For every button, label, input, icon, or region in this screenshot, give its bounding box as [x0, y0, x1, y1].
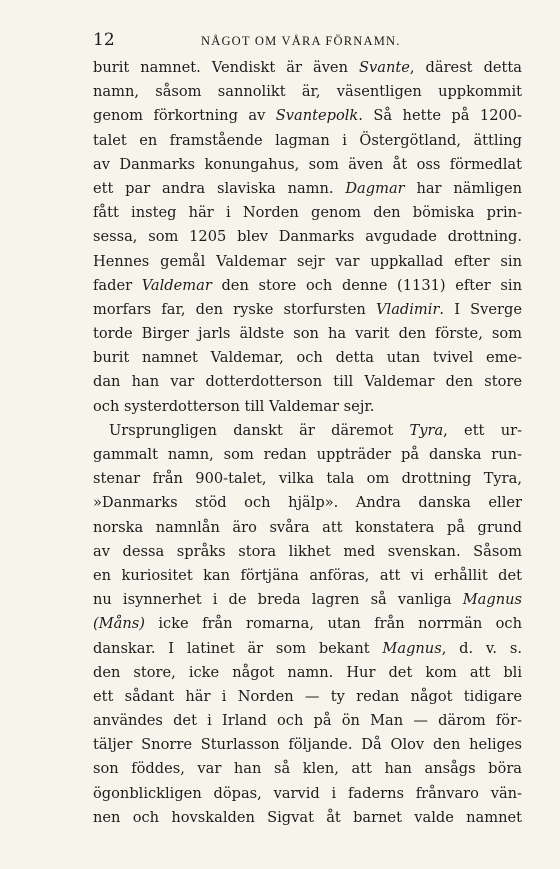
- text-line: [93, 80, 522, 104]
- text-line: [93, 491, 522, 515]
- italic-name: Tyra: [409, 421, 444, 439]
- text-run: stenar från 900-talet, vilka tala om drottning Tyra,: [93, 470, 522, 488]
- text-run: dan han var dotterdotterson till Valdemar den store: [93, 373, 522, 391]
- text-run: fader: [93, 276, 142, 294]
- text-run: nen och hovskalden Sigvat åt barnet valde namnet: [93, 808, 522, 826]
- text-line: [93, 467, 522, 491]
- italic-name: Valdemar: [141, 276, 212, 294]
- text-run: . I Sverge: [439, 300, 523, 318]
- text-run: torde Birger jarls äldste son ha varit den förste, som: [93, 325, 522, 343]
- text-run: norska namnlån äro svåra att konstatera på grund: [93, 518, 522, 536]
- text-run: icke från romarna, utan från norrmän och: [144, 615, 522, 633]
- text-line: [93, 661, 522, 685]
- text-run: av dessa språks stora likhet med svenskan. Såsom: [93, 542, 522, 560]
- text-line: [93, 274, 522, 298]
- italic-name: Svante: [359, 59, 410, 76]
- text-run: täljer Snorre Sturlasson följande. Då Olov den heliges: [93, 736, 522, 754]
- text-run: talet en framstående lagman i Östergötland, ättling: [93, 131, 522, 149]
- text-run: genom förkortning av: [93, 107, 276, 125]
- text-line: [93, 540, 522, 564]
- text-line: [93, 637, 522, 661]
- text-run: burit namnet. Vendiskt är även: [93, 59, 360, 76]
- text-line: [93, 153, 522, 177]
- text-run: , d. v. s.: [441, 639, 522, 657]
- text-line: [93, 395, 522, 419]
- text-run: användes det i Irland och på ön Man — därom för-: [93, 712, 522, 730]
- text-line: [93, 516, 522, 540]
- text-run: av Danmarks konungahus, som även åt oss förmedlat: [93, 155, 522, 173]
- text-run: den store, icke något namn. Hur det kom att bli: [93, 663, 522, 681]
- text-line: [93, 225, 522, 249]
- text-run: danskar. I latinet är som bekant: [93, 639, 383, 657]
- italic-name: Magnus: [382, 639, 442, 657]
- text-run: den store och denne (1131) efter sin: [211, 276, 522, 294]
- page-number: 12: [93, 30, 115, 50]
- text-run: morfars far, den ryske storfursten: [93, 300, 377, 318]
- text-run: en kuriositet kan förtjäna anföras, att vi erhållit det: [93, 566, 522, 584]
- text-run: sessa, som 1205 blev Danmarks avgudade drottning.: [93, 228, 522, 246]
- text-line: [93, 129, 522, 153]
- text-run: gammalt namn, som redan uppträder på danska run-: [93, 446, 522, 463]
- text-line: [93, 443, 522, 467]
- text-run: namn, såsom sannolikt är, väsentligen uppkommit: [93, 83, 522, 101]
- text-run: nu isynnerhet i de breda lagren så vanliga: [93, 591, 463, 609]
- text-run: , ett ur-: [443, 421, 522, 439]
- text-run: Hennes gemål Valdemar sejr var uppkallad efter sin: [93, 252, 522, 270]
- text-line: [93, 757, 522, 781]
- text-line: [93, 177, 522, 201]
- text-run: burit namnet Valdemar, och detta utan tvivel eme-: [93, 349, 522, 367]
- italic-name: Dagmar: [345, 179, 405, 197]
- text-run: Ursprungligen danskt är däremot: [109, 421, 410, 439]
- text-line: [93, 733, 522, 757]
- text-line: [93, 346, 522, 370]
- text-line: [93, 709, 522, 733]
- italic-name: Magnus: [462, 591, 522, 609]
- text-run: son föddes, var han så klen, att han ansågs böra: [93, 760, 522, 778]
- text-line: [93, 782, 522, 806]
- text-line: [93, 564, 522, 588]
- text-line: [93, 56, 522, 80]
- text-run: , därest detta: [409, 59, 522, 76]
- text-run: och systerdotterson till Valdemar sejr.: [93, 397, 375, 415]
- text-run: »Danmarks stöd och hjälp». Andra danska eller: [93, 494, 522, 512]
- page-header: [93, 30, 518, 52]
- text-line: [93, 298, 522, 322]
- text-line: [93, 104, 522, 128]
- text-run: har nämligen: [404, 179, 522, 197]
- text-line: [93, 685, 522, 709]
- text-line: [93, 419, 522, 443]
- text-line: [93, 806, 522, 830]
- italic-name: (Måns): [93, 615, 145, 633]
- text-run: fått insteg här i Norden genom den bömiska prin-: [93, 204, 522, 222]
- text-run: ett par andra slaviska namn.: [93, 179, 346, 197]
- text-line: [93, 588, 522, 612]
- italic-name: Svantepolk: [275, 107, 359, 125]
- text-line: [93, 201, 522, 225]
- text-line: [93, 322, 522, 346]
- body-text: [93, 56, 522, 830]
- text-line: [93, 612, 522, 636]
- text-run: ett sådant här i Norden — ty redan något tidigare: [93, 687, 522, 705]
- text-run: . Så hette på 1200-: [358, 107, 522, 125]
- text-line: [93, 250, 522, 274]
- text-run: ögonblickligen döpas, varvid i faderns frånvaro vän-: [93, 784, 522, 802]
- running-title: NÅGOT OM VÅRA FÖRNAMN.: [201, 34, 401, 48]
- italic-name: Vladimir: [376, 300, 440, 318]
- text-line: [93, 370, 522, 394]
